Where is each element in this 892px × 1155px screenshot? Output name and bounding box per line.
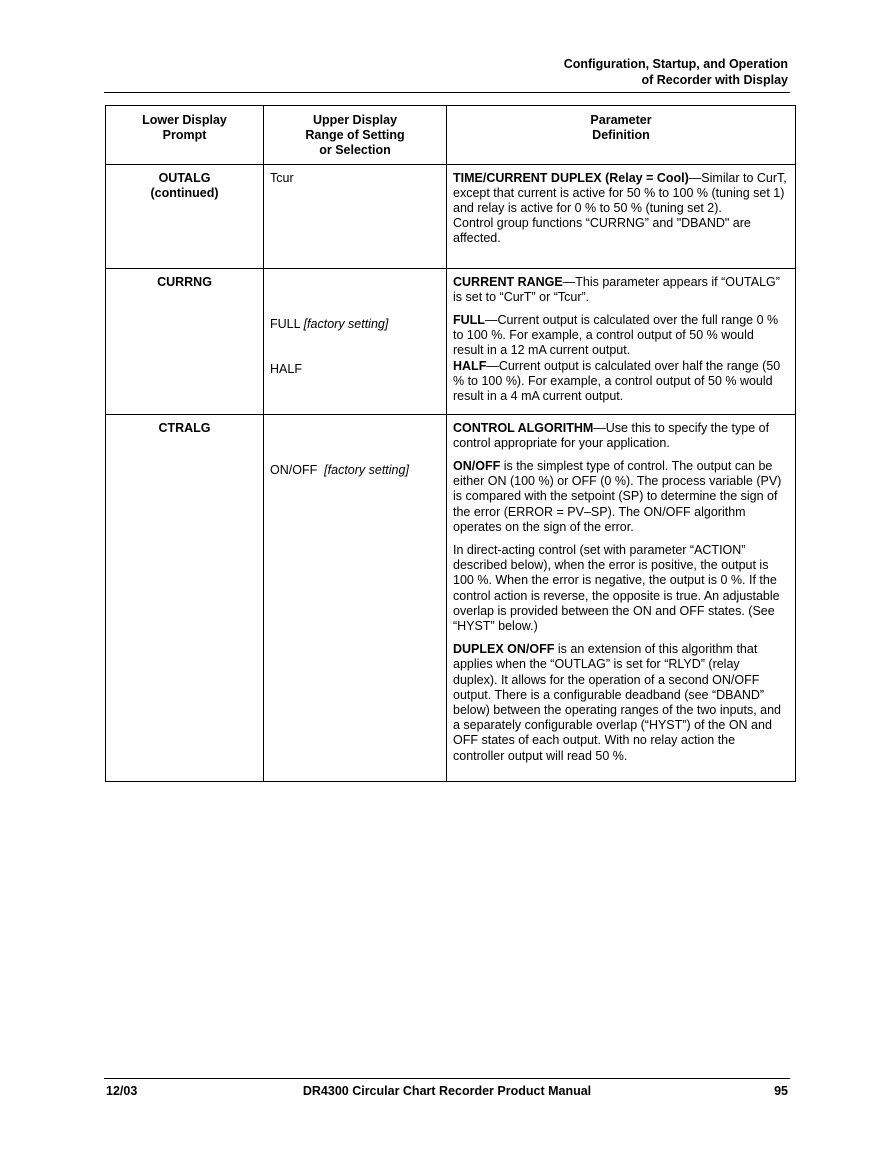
prompt-cell: CURRNG xyxy=(106,268,264,414)
range-cell: FULL [factory setting] HALF xyxy=(264,268,447,414)
footer-rule xyxy=(104,1078,790,1079)
definition-cell: CURRENT RANGE—This parameter appears if “OUTALG” is set to “CurT” or “Tcur”. FULL—Current output is calculated over the full range 0 % to 100 %. For example, a control output of 50 % would result in a 12 mA current output. HALF—Current output is calculated over half the range (50 % to 100 %). For example, a control output of 50 % would result in a 4 mA current output. xyxy=(447,268,796,414)
header-line-2: of Recorder with Display xyxy=(641,72,788,87)
footer-date: 12/03 xyxy=(106,1084,138,1098)
table-row-outalg xyxy=(106,164,796,268)
table-row-ctralg xyxy=(106,414,796,781)
prompt-cell: OUTALG (continued) xyxy=(106,164,264,268)
page-number: 95 xyxy=(774,1084,788,1098)
table-header-row xyxy=(106,106,796,165)
range-cell: ON/OFF [factory setting] xyxy=(264,414,447,781)
parameter-table xyxy=(105,105,796,782)
table-row-currng xyxy=(106,268,796,414)
footer-title: DR4300 Circular Chart Recorder Product Manual xyxy=(302,1084,592,1098)
column-header-lower-display-prompt: Lower Display Prompt xyxy=(106,106,264,165)
header-rule xyxy=(104,92,790,93)
column-header-upper-display-range: Upper Display Range of Setting or Selection xyxy=(264,106,447,165)
running-header xyxy=(564,57,788,88)
definition-cell: CONTROL ALGORITHM—Use this to specify the type of control appropriate for your application. ON/OFF is the simplest type of control. The output can be either ON (100 %) or OFF (0 %). The process variable (PV) is compared with the setpoint (SP) to determine the sign of the error (ERROR = PV–SP). The ON/OFF algorithm operates on the sign of the error. In direct-acting control (set with parameter “ACTION” described below), when the error is positive, the output is 100 %. When the error is negative, the output is 0 %. If the control action is reverse, the opposite is true. An adjustable overlap is provided between the ON and OFF states. (See “HYST” below.) DUPLEX ON/OFF is an extension of this algorithm that applies when the “OUTLAG” is set for “RLYD” (relay duplex). It allows for the operation of a second ON/OFF output. There is a configurable deadband (see “DBAND” below) between the operating ranges of the two inputs, and a separately configurable overlap (“HYST”) of the ON and OFF states of each output. With no relay action the controller output will read 50 %. xyxy=(447,414,796,781)
header-line-1: Configuration, Startup, and Operation xyxy=(563,57,788,71)
range-cell: Tcur xyxy=(264,164,447,268)
prompt-cell: CTRALG xyxy=(106,414,264,781)
column-header-parameter-definition: Parameter Definition xyxy=(447,106,796,165)
definition-cell: TIME/CURRENT DUPLEX (Relay = Cool)—Similar to CurT, except that current is active for 50 % to 100 % (tuning set 1) and relay is active for 0 % to 50 % (tuning set 2). Control group functions “CURRNG” and "DBAND" are affected. xyxy=(447,164,796,268)
